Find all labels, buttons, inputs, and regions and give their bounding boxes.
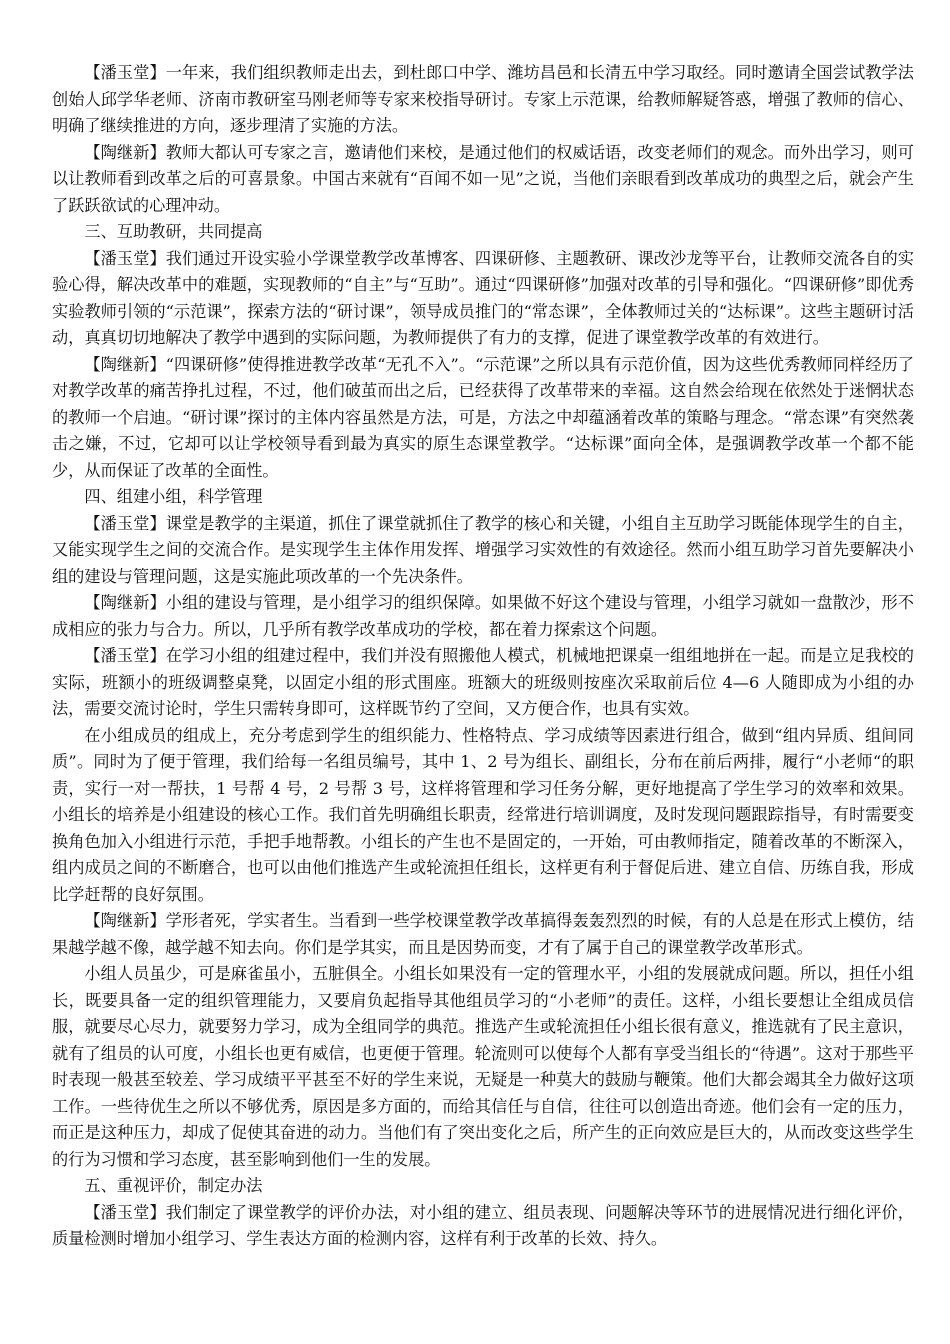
paragraph-text: 教师大都认可专家之言，邀请他们来校，是通过他们的权威话语，改变老师们的观念。而外出学习，则可以让教师看到改革之后的可喜景象。中国古来就有“百闻不如一见”之说，当他们亲眼看到改革成功的典型之后，就会产生了跃跃欲试的心理冲动。 xyxy=(52,142,914,215)
section-heading xyxy=(52,219,914,246)
paragraph-text: 在小组成员的组成上，充分考虑到学生的组织能力、性格特点、学习成绩等因素进行组合，做到“组内异质、组间同质”。同时为了便于管理，我们给每一名组员编号，其中 1、2 号为组长、副组长，分布在前后两排，履行“小老师“的职责，实行一对一帮扶，1 号帮 4 号，2 号帮 3 号，这样将管理和学习任务分解，更好地提高了学生学习的效率和效果。小组长的培养是小组建设的核心工作。我们首先明确组长职责，经常进行培训调度，及时发现问题跟踪指导，有时需要变换角色加入小组进行示范，手把手地帮教。小组长的产生也不是固定的，一开始，可由教师指定，随着改革的不断深入，组内成员之间的不断磨合，也可以由他们推选产生或轮流担任组长，这样更有利于督促后进、建立自信、历练自我，形成比学赶帮的良好氛围。 xyxy=(52,725,914,904)
paragraph-text: 小组人员虽少，可是麻雀虽小，五脏俱全。小组长如果没有一定的管理水平，小组的发展就成问题。所以，担任小组长，既要具备一定的组织管理能力，又要肩负起指导其他组员学习的“小老师”的责任。这样，小组长要想让全组成员信服，就要尽心尽力，就要努力学习，成为全组同学的典范。推选产生或轮流担任小组长很有意义，推选就有了民主意识，就有了组员的认可度，小组长也更有威信，也更便于管理。轮流则可以使每个人都有享受当组长的“待遇”。这对于那些平时表现一般甚至较差、学习成绩平平甚至不好的学生来说，无疑是一种莫大的鼓励与鞭策。他们大都会竭其全力做好这项工作。一些待优生之所以不够优秀，原因是多方面的，而给其信任与自信，往往可以创造出奇迹。他们会有一定的压力，而正是这种压力，却成了促使其奋进的动力。当他们有了突出变化之后，所产生的正向效应是巨大的，从而改变这些学生的行为习惯和学习态度，甚至影响到他们一生的发展。 xyxy=(52,964,914,1169)
paragraph-text: 三、互助教研，共同提高 xyxy=(84,222,263,241)
section-heading xyxy=(52,484,914,511)
speaker-label: 【潘玉堂】 xyxy=(84,1202,166,1222)
paragraph-text: 一年来，我们组织教师走出去，到杜郎口中学、潍坊昌邑和长清五中学习取经。同时邀请全国尝试教学法创始人邱学华老师、济南市教研室马刚老师等专家来校指导研讨。专家上示范课，给教师解疑答惑，增强了教师的信心、明确了继续推进的方向，逐步理清了实施的方法。 xyxy=(52,63,914,135)
speaker-label: 【潘玉堂】 xyxy=(84,248,166,268)
paragraph xyxy=(52,511,914,591)
paragraph xyxy=(52,140,914,220)
paragraph xyxy=(52,60,914,140)
speaker-label: 【潘玉堂】 xyxy=(84,646,166,665)
paragraph-text: “四课研修”使得推进教学改革“无孔不入”。“示范课”之所以具有示范价值，因为这些优秀教师同样经历了对教学改革的痛苦挣扎过程，不过，他们破茧而出之后，已经获得了改革带来的幸福。这自然会给现在依然处于迷惘状态的教师一个启迪。“研讨课”探讨的主体内容虽然是方法，可是，方法之中却蕴涵着改革的策略与理念。“常态课”有突然袭击之嫌，不过，它却可以让学校领导看到最为真实的原生态课堂教学。“达标课”面向全体，是强调教学改革一个都不能少，从而保证了改革的全面性。 xyxy=(52,354,914,480)
paragraph-text: 在学习小组的组建过程中，我们并没有照搬他人模式，机械地把课桌一组组地拼在一起。而是立足我校的实际，班额小的班级调整桌凳，以固定小组的形式围座。班额大的班级则按座次采取前后位 4—6 人随即成为小组的办法，需要交流讨论时，学生只需转身即可，这样既节约了空间，又方便合作，也具有实效。 xyxy=(52,646,914,718)
paragraph-text: 课堂是教学的主渠道，抓住了课堂就抓住了教学的核心和关键，小组自主互助学习既能体现学生的自主，又能实现学生之间的交流合作。是实现学生主体作用发挥、增强学习实效性的有效途径。然而小组互助学习首先要解决小组的建设与管理问题，这是实施此项改革的一个先决条件。 xyxy=(52,513,914,586)
paragraph-text: 我们制定了课堂教学的评价办法，对小组的建立、组员表现、问题解决等环节的进展情况进行细化评价，质量检测时增加小组学习、学生表达方面的检测内容，这样有利于改革的长效、持久。 xyxy=(52,1202,914,1248)
paragraph xyxy=(52,352,914,485)
paragraph xyxy=(52,908,914,961)
speaker-label: 【陶继新】 xyxy=(84,911,166,930)
speaker-label: 【陶继新】 xyxy=(84,354,166,374)
paragraph xyxy=(52,643,914,723)
paragraph-text: 五、重视评价，制定办法 xyxy=(84,1176,263,1195)
paragraph xyxy=(52,961,914,1173)
speaker-label: 【潘玉堂】 xyxy=(84,513,166,533)
paragraph xyxy=(52,723,914,909)
paragraph-text: 四、组建小组，科学管理 xyxy=(84,487,263,506)
paragraph xyxy=(52,590,914,643)
paragraph-text: 学形者死，学实者生。当看到一些学校课堂教学改革搞得轰轰烈烈的时候，有的人总是在形式上模仿，结果越学越不像，越学越不知去向。你们是学其实，而且是因势而变，才有了属于自己的课堂教学改革形式。 xyxy=(52,911,914,957)
speaker-label: 【陶继新】 xyxy=(84,593,166,612)
paragraph-text: 小组的建设与管理，是小组学习的组织保障。如果做不好这个建设与管理，小组学习就如一盘散沙，形不成相应的张力与合力。所以，几乎所有教学改革成功的学校，都在着力探索这个问题。 xyxy=(52,593,914,639)
paragraph xyxy=(52,1200,914,1253)
paragraph-text: 我们通过开设实验小学课堂教学改革博客、四课研修、主题教研、课改沙龙等平台，让教师交流各自的实验心得，解决改革中的难题，实现教师的“自主”与“互助”。通过“四课研修”加强对改革的引导和强化。“四课研修”即优秀实验教师引领的“示范课”，探索方法的“研讨课”，领导成员推门的“常态课”，全体教师过关的“达标课”。这些主题研讨活动，真真切切地解决了教学中遇到的实际问题，为教师提供了有力的支撑，促进了课堂教学改革的有效进行。 xyxy=(52,248,914,347)
speaker-label: 【陶继新】 xyxy=(84,142,166,162)
speaker-label: 【潘玉堂】 xyxy=(84,63,166,82)
section-heading xyxy=(52,1173,914,1200)
paragraph xyxy=(52,246,914,352)
